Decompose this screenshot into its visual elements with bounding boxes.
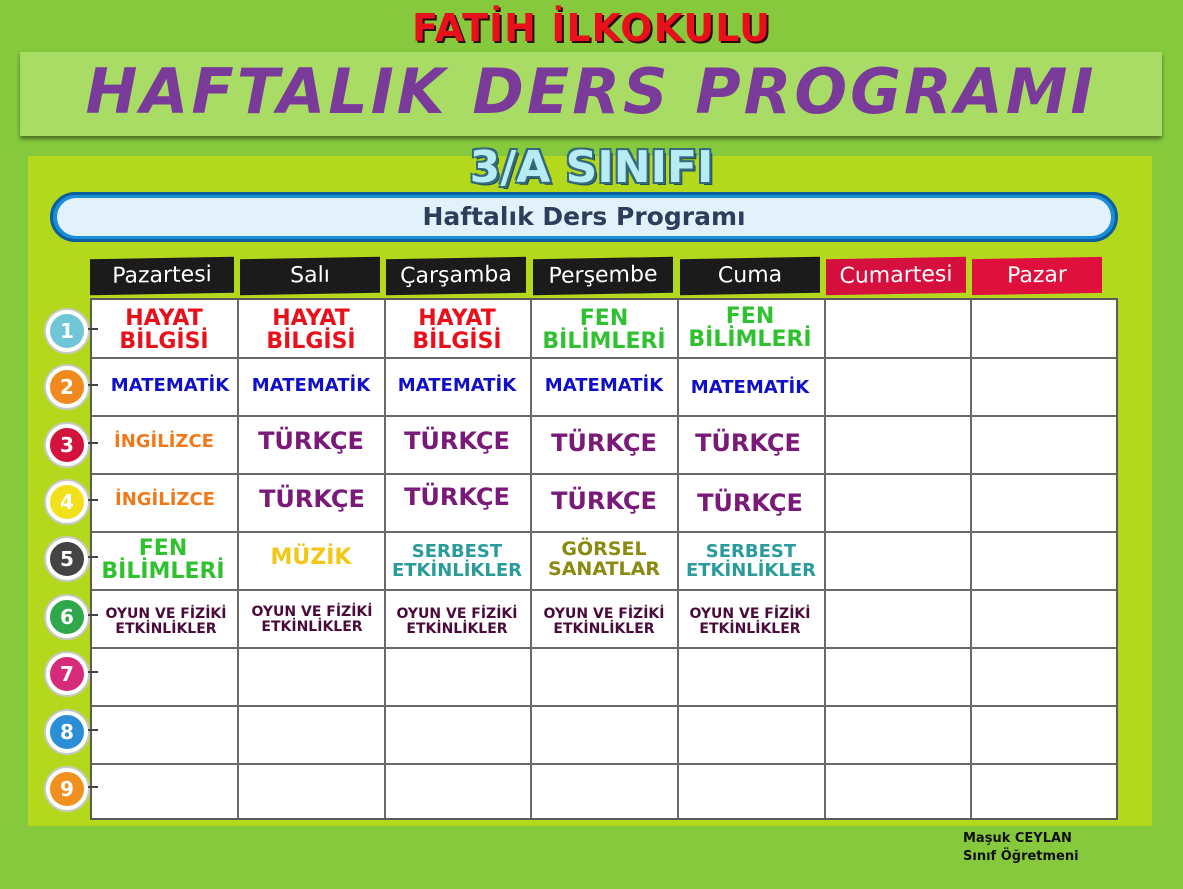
lesson-r5-pazartesi: FEN BİLİMLERİ — [101, 535, 225, 584]
teacher-role: Sınıf Öğretmeni — [963, 849, 1079, 864]
lesson-r2-carsamba: MATEMATİK — [397, 374, 517, 396]
board-title-pill — [50, 192, 1118, 242]
lesson-r1-sali: HAYAT BİLGİSİ — [266, 305, 356, 354]
lesson-r4-sali: TÜRKÇE — [259, 485, 365, 514]
lesson-r1-cuma: FEN BİLİMLERİ — [688, 303, 812, 352]
day-header-cuma: Cuma — [680, 257, 820, 295]
period-badge-5: 5 — [46, 538, 88, 580]
teacher-signature — [963, 830, 1079, 866]
lesson-r5-sali: MÜZİK — [270, 545, 352, 571]
school-name: FATİH İLKOKULU — [412, 6, 771, 50]
lesson-r3-persembe: TÜRKÇE — [551, 429, 657, 458]
period-badge-7: 7 — [46, 653, 88, 695]
lesson-r2-sali: MATEMATİK — [251, 374, 371, 396]
lesson-r5-persembe: GÖRSEL SANATLAR — [548, 538, 660, 580]
day-header-carsamba: Çarşamba — [386, 257, 526, 295]
lesson-r5-carsamba: SERBEST ETKİNLİKLER — [391, 541, 523, 581]
day-header-cumartesi: Cumartesi — [826, 257, 966, 295]
day-header-persembe: Perşembe — [533, 257, 673, 295]
lesson-r1-carsamba: HAYAT BİLGİSİ — [412, 305, 502, 354]
period-badge-9: 9 — [46, 768, 88, 810]
lesson-r6-cuma: OYUN VE FİZİKİ ETKİNLİKLER — [689, 606, 811, 637]
lesson-r2-pazartesi: MATEMATİK — [110, 374, 230, 396]
lesson-r3-cuma: TÜRKÇE — [695, 429, 801, 458]
day-header-sali: Salı — [240, 257, 380, 295]
lesson-r4-persembe: TÜRKÇE — [551, 487, 657, 516]
program-title: HAFTALIK DERS PROGRAMI — [85, 55, 1097, 128]
lesson-r2-persembe: MATEMATİK — [544, 374, 664, 396]
lesson-r6-sali: OYUN VE FİZİKİ ETKİNLİKLER — [251, 604, 373, 635]
lesson-r3-sali: TÜRKÇE — [258, 427, 364, 456]
board-title: Haftalık Ders Programı — [422, 202, 746, 231]
period-badge-3: 3 — [46, 424, 88, 466]
lesson-r1-pazartesi: HAYAT BİLGİSİ — [119, 305, 209, 354]
lesson-r4-cuma: TÜRKÇE — [697, 489, 803, 518]
teacher-name: Maşuk CEYLAN — [963, 831, 1072, 846]
lesson-r4-carsamba: TÜRKÇE — [404, 483, 510, 512]
lesson-r2-cuma: MATEMATİK — [690, 376, 810, 398]
lesson-r3-pazartesi: İNGİLİZCE — [114, 430, 214, 452]
period-badge-8: 8 — [46, 711, 88, 753]
period-badge-1: 1 — [46, 310, 88, 352]
lesson-r6-persembe: OYUN VE FİZİKİ ETKİNLİKLER — [543, 606, 665, 637]
lesson-r5-cuma: SERBEST ETKİNLİKLER — [685, 541, 817, 581]
period-badge-2: 2 — [46, 366, 88, 408]
period-badge-4: 4 — [46, 481, 88, 523]
class-name: 3/A SINIFI — [469, 142, 714, 193]
day-header-pazartesi: Pazartesi — [90, 257, 234, 296]
lesson-r1-persembe: FEN BİLİMLERİ — [542, 305, 666, 354]
period-badge-6: 6 — [46, 596, 88, 638]
title-banner — [20, 52, 1162, 136]
lesson-r3-carsamba: TÜRKÇE — [404, 427, 510, 456]
lesson-r6-pazartesi: OYUN VE FİZİKİ ETKİNLİKLER — [105, 606, 227, 637]
lesson-r4-pazartesi: İNGİLİZCE — [115, 488, 215, 510]
lesson-r6-carsamba: OYUN VE FİZİKİ ETKİNLİKLER — [396, 606, 518, 637]
day-header-pazar: Pazar — [972, 257, 1102, 295]
